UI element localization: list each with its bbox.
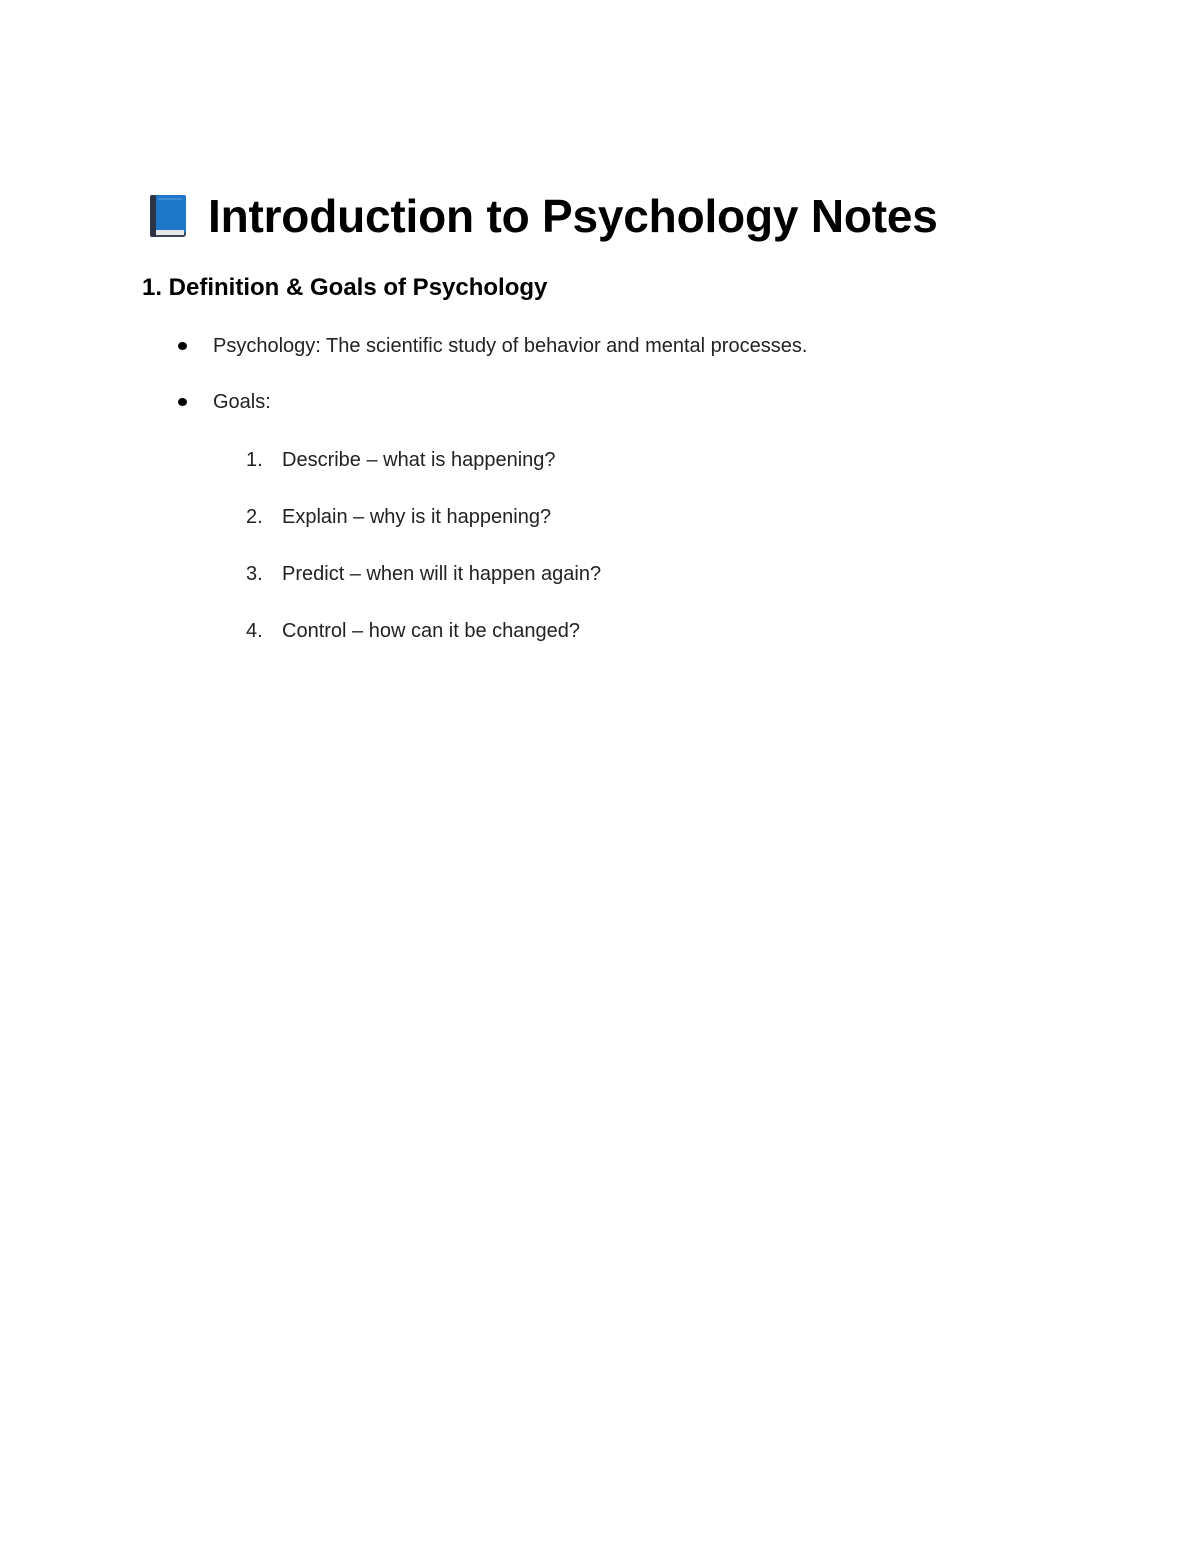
goal-text: Explain – why is it happening?	[282, 505, 552, 528]
goal-item	[246, 559, 601, 589]
bullet-text: Psychology: The scientific study of behavior and mental processes.	[213, 334, 808, 357]
goal-text: Control – how can it be changed?	[282, 619, 580, 642]
goal-item	[246, 502, 551, 532]
bullet-icon	[178, 342, 187, 350]
goal-number: 3.	[246, 562, 263, 585]
goal-number: 2.	[246, 505, 263, 528]
bullet-text: Goals:	[213, 390, 271, 413]
blue-book-icon	[144, 192, 192, 240]
goal-number: 4.	[246, 619, 263, 642]
goal-text: Describe – what is happening?	[282, 448, 556, 471]
goal-item	[246, 445, 556, 475]
section-heading: 1. Definition & Goals of Psychology	[142, 274, 548, 301]
goal-item	[246, 616, 580, 646]
document-title-text: Introduction to Psychology Notes	[208, 190, 938, 242]
goal-text: Predict – when will it happen again?	[282, 562, 602, 585]
list-item	[176, 331, 807, 361]
list-item	[176, 387, 271, 417]
goal-number: 1.	[246, 448, 263, 471]
document-title	[144, 186, 938, 246]
bullet-icon	[178, 398, 187, 406]
